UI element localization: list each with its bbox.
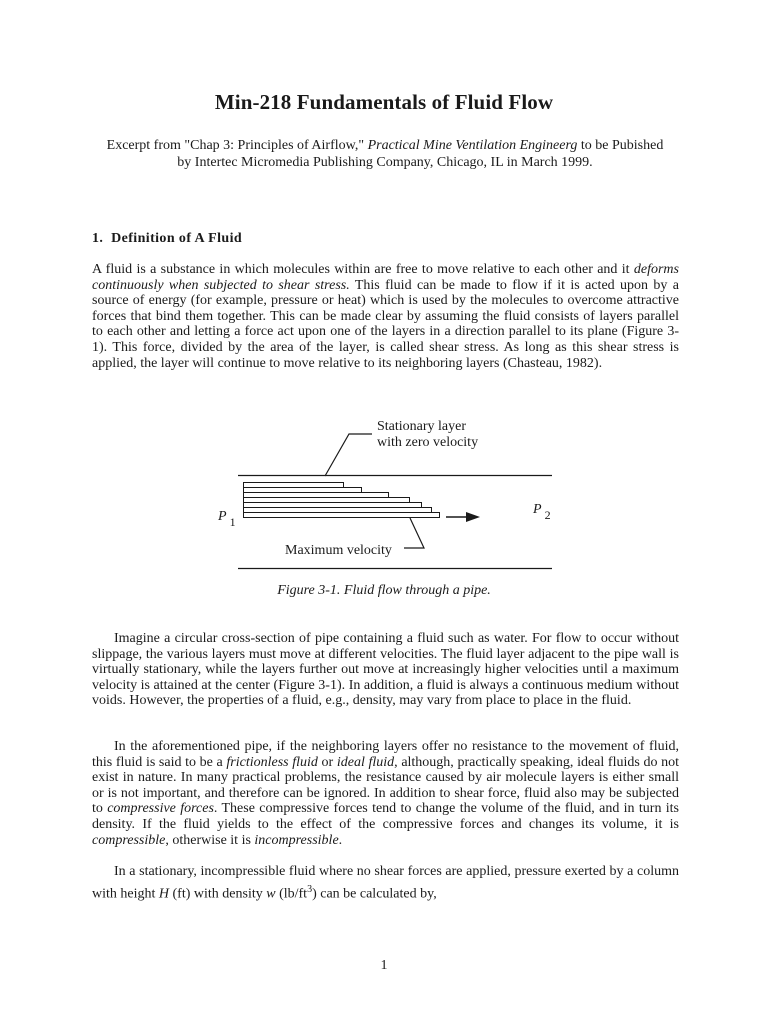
emphasis-text: compressible [92,832,166,848]
pressure-p2-label [532,502,551,522]
flow-arrow-icon [466,512,480,522]
paragraph-text: ) can be calculated by, [312,886,437,902]
page-number: 1 [380,958,388,973]
variable-w: w [266,886,276,902]
document-title: Min-218 Fundamentals of Fluid Flow [214,90,554,114]
p2-symbol: P [533,502,542,517]
excerpt-prefix: Excerpt from "Chap 3: Principles of Airflow," [106,138,368,153]
excerpt-suffix: to be Pubished [577,138,664,153]
fluid-layer [244,513,440,518]
paragraph-text: A fluid is a substance in which molecules within are free to move relative to each other and it [92,262,634,277]
excerpt-publisher-line: by Intertec Micromedia Publishing Company, Chicago, IL in March 1999. [177,155,593,170]
stationary-layer-label-2: with zero velocity [377,435,479,450]
pressure-p1-label [217,509,236,529]
paragraph-text: or [317,754,337,770]
fluid-layer [244,498,410,503]
section-title: Definition of A Fluid [111,231,243,246]
paragraph-text: In a stationary, incompressible fluid where no shear forces are applied, pressure exerted by a column with height [92,864,679,902]
paragraph-pipe-layers: Imagine a circular cross-section of pipe containing a fluid such as water. For flow to occur without slippage, the various layers must move at different velocities. The fluid layer adjacent to the pipe wall is virtually stationary, while the layers further out move at increasingly higher velocities until a maximum velocity is attained at the center (Figure 3-1). In addition, a fluid is always a continuous medium without voids. However, the properties of a fluid, e.g., density, may vary from place to place in the fluid. [92,631,679,709]
max-velocity-leader [404,518,424,548]
paragraph-text: . These compressive forces tend to change the volume of the fluid, and in turn its density. If the fluid yields to the effect of the compressive forces and changes its volume, it is [92,801,679,832]
variable-h: H [158,886,170,902]
max-velocity-label: Maximum velocity [285,543,392,558]
p1-subscript: 1 [229,515,236,529]
paragraph-pressure [92,863,679,904]
stationary-layer-leader [325,434,372,476]
paragraph-text: In the aforementioned pipe, if the neighboring layers offer no resistance to the movement of fluid, this fluid is said to be a [92,739,679,770]
excerpt-note [92,137,678,171]
fluid-layer [244,503,422,508]
fluid-layer [244,508,432,513]
emphasis-text: frictionless fluid [226,754,318,770]
paragraph-text: , otherwise it is [165,832,255,848]
stationary-layer-label: Stationary layer [377,419,467,434]
paragraph-text: This fluid can be made to flow if it is acted upon by a source of energy (for example, pressure or heat) which is used by the molecules to overcome attractive forces that bind them together. This can be made clear by assuming the fluid consists of layers parallel to each other and letting a force act upon one of the layers in a direction parallel to its plane (Figure 3-1). This force, divided by the area of the layer, is called shear stress. As long as this shear stress is applied, the layer will continue to move relative to its neighboring layers (Chasteau, 1982). [92,277,679,371]
paragraph-text: . [338,832,343,848]
section-heading [92,231,242,247]
emphasis-text: compressive forces [107,801,214,817]
paragraph-ideal-fluid [92,739,679,848]
fluid-layer [244,493,389,498]
fluid-layer [244,483,344,488]
p2-subscript: 2 [544,508,551,522]
figure-caption: Figure 3-1. Fluid flow through a pipe. [277,583,491,598]
excerpt-book-title: Practical Mine Ventilation Engineerg [367,138,578,153]
emphasis-text: ideal fluid [336,754,395,770]
section-number: 1. [92,231,104,246]
paragraph-text: (lb/ft [275,886,308,902]
fluid-layers [244,483,440,518]
fluid-layer [244,488,362,493]
p1-symbol: P [218,509,227,524]
exponent: 3 [307,884,313,895]
emphasis-text: deforms continuously when subjected to shear stress. [92,262,679,293]
paragraph-definition [92,262,679,371]
emphasis-text: incompressible [254,832,339,848]
paragraph-text: , although, practically speaking, ideal fluids do not exist in nature. In many practical problems, the resistance caused by air molecule layers is either small or is not important, and therefore can be ignored. In addition to shear force, fluid also may be subjected to [92,754,679,817]
paragraph-text: (ft) with density [169,886,267,902]
